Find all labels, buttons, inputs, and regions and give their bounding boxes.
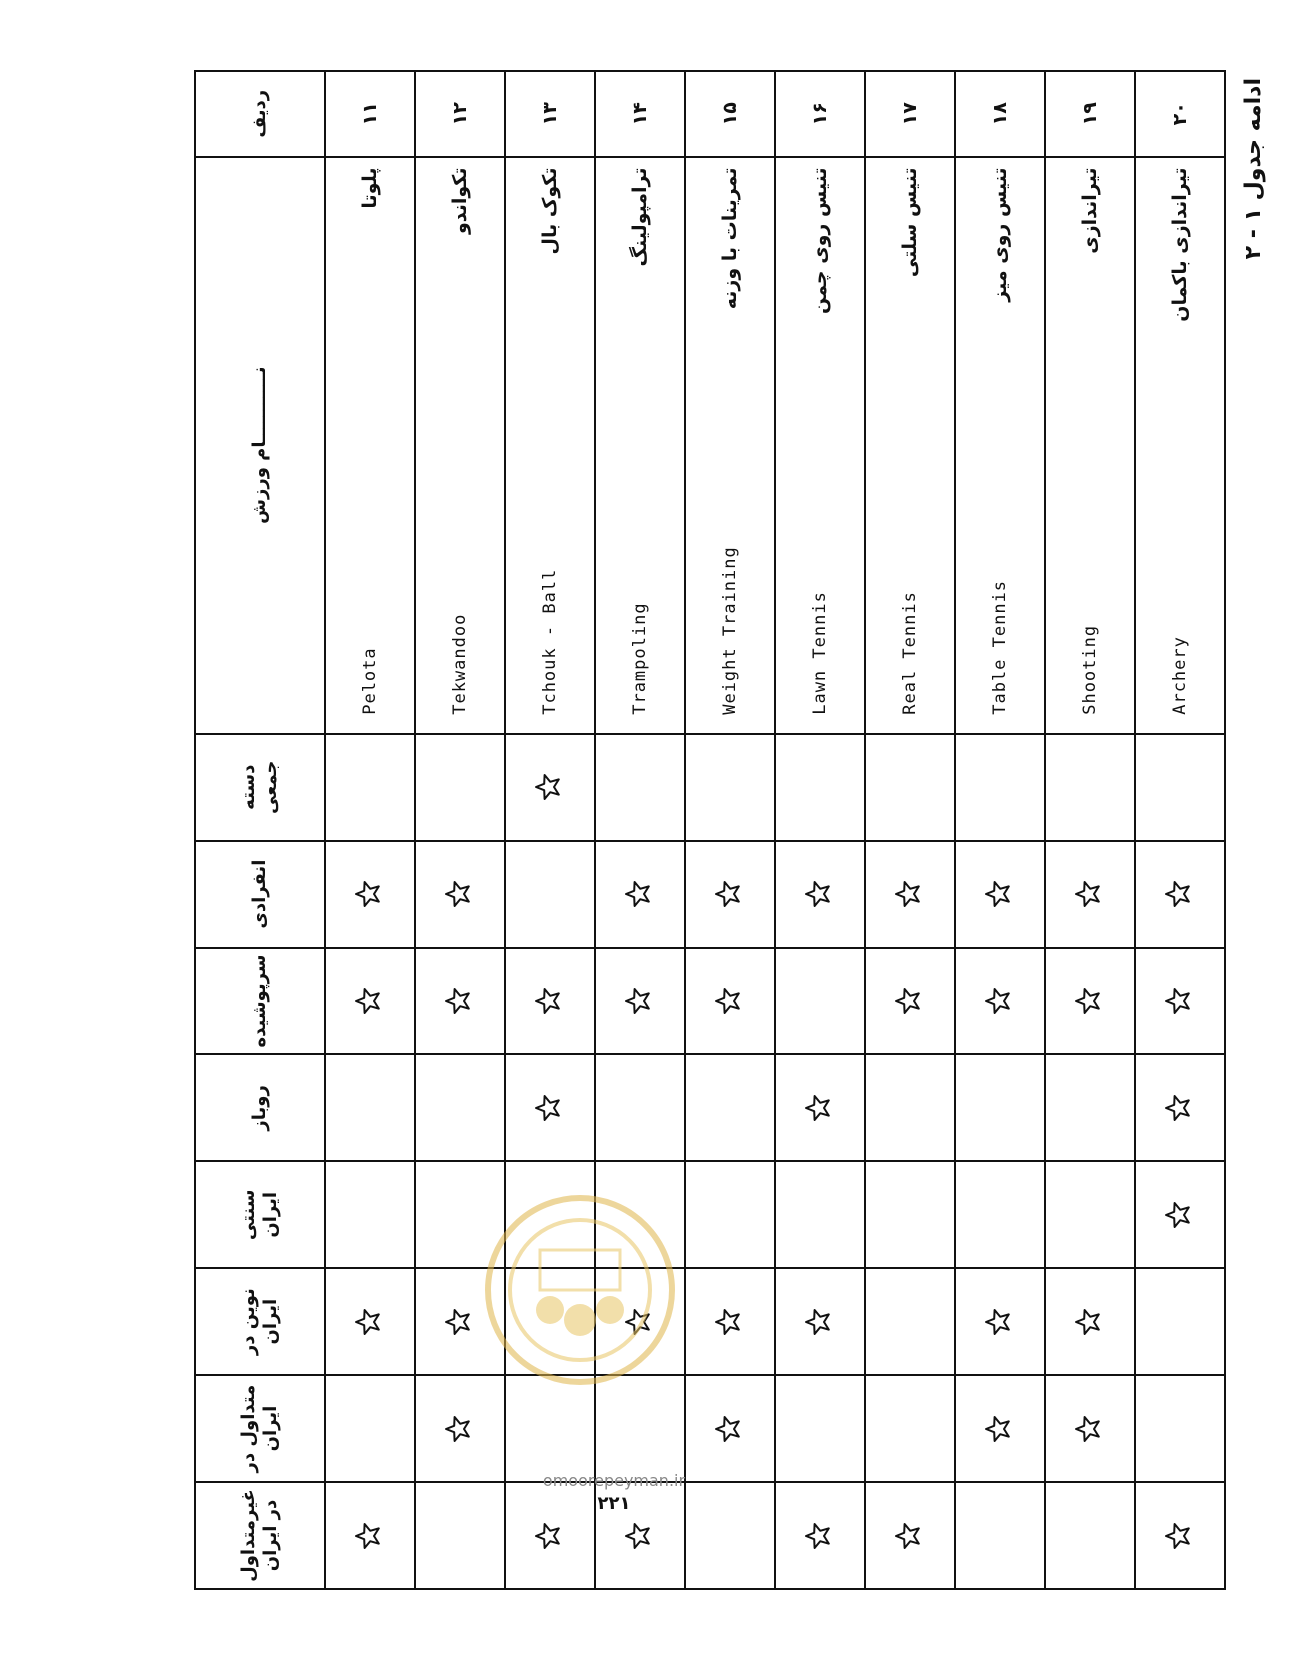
sport-name-fa: تیراندازی باکمان	[1169, 167, 1191, 322]
cell-team	[775, 734, 865, 841]
cell-traditional	[1045, 1161, 1135, 1268]
star-outline-icon	[713, 879, 743, 909]
star-outline-icon	[1163, 1093, 1193, 1123]
star-outline-icon	[1163, 1521, 1193, 1551]
cell-common	[685, 1375, 775, 1482]
watermark-seal	[480, 1190, 680, 1390]
cell-indoor	[955, 948, 1045, 1055]
rotated-page	[194, 70, 1314, 1590]
sport-name-cell	[595, 157, 685, 734]
cell-modern	[325, 1268, 415, 1375]
cell-outdoor	[955, 1054, 1045, 1161]
sport-name-cell	[1045, 157, 1135, 734]
star-outline-icon	[533, 772, 563, 802]
star-outline-icon	[1163, 1200, 1193, 1230]
cell-indoor	[1045, 948, 1135, 1055]
star-outline-icon	[1163, 879, 1193, 909]
star-outline-icon	[983, 879, 1013, 909]
star-outline-icon	[443, 986, 473, 1016]
sport-name-fa: تنیس روی میز	[989, 167, 1011, 302]
row-index: ۱۶	[775, 71, 865, 157]
cell-traditional	[775, 1161, 865, 1268]
cell-outdoor	[1135, 1054, 1225, 1161]
sport-name-cell	[865, 157, 955, 734]
cell-modern	[775, 1268, 865, 1375]
sports-table	[194, 70, 1226, 1590]
star-outline-icon	[1073, 1414, 1103, 1444]
header-team: دسته جمعی	[195, 734, 325, 841]
cell-common	[775, 1375, 865, 1482]
cell-traditional	[955, 1161, 1045, 1268]
sport-name-en: Real Tennis	[900, 591, 920, 715]
cell-outdoor	[415, 1054, 505, 1161]
cell-individual	[505, 841, 595, 948]
cell-individual	[325, 841, 415, 948]
cell-indoor	[415, 948, 505, 1055]
cell-individual	[955, 841, 1045, 948]
star-outline-icon	[803, 879, 833, 909]
sport-name-cell	[1135, 157, 1225, 734]
table-row	[955, 71, 1045, 1589]
header-uncommon: غیرمتداول در ایران	[195, 1482, 325, 1589]
cell-outdoor	[865, 1054, 955, 1161]
row-index: ۱۳	[505, 71, 595, 157]
star-outline-icon	[893, 986, 923, 1016]
cell-outdoor	[775, 1054, 865, 1161]
cell-common	[505, 1375, 595, 1482]
cell-individual	[865, 841, 955, 948]
star-outline-icon	[893, 879, 923, 909]
star-outline-icon	[1073, 1307, 1103, 1337]
header-row	[195, 71, 325, 1589]
cell-traditional	[325, 1161, 415, 1268]
table-row	[325, 71, 415, 1589]
header-individual: انفرادی	[195, 841, 325, 948]
cell-common	[415, 1375, 505, 1482]
row-index: ۱۷	[865, 71, 955, 157]
header-indoor: سرپوشیده	[195, 948, 325, 1055]
table-row	[685, 71, 775, 1589]
cell-indoor	[595, 948, 685, 1055]
cell-modern	[865, 1268, 955, 1375]
cell-indoor	[505, 948, 595, 1055]
cell-common	[1045, 1375, 1135, 1482]
site-watermark: omoorepeyman.ir	[542, 1471, 686, 1490]
table-row	[1135, 71, 1225, 1589]
cell-common	[865, 1375, 955, 1482]
cell-team	[505, 734, 595, 841]
table-caption: ادامه جدول ۱ - ۲	[1241, 78, 1266, 260]
sport-name-cell	[325, 157, 415, 734]
star-outline-icon	[353, 879, 383, 909]
row-index: ۱۲	[415, 71, 505, 157]
sport-name-en: Shooting	[1080, 624, 1100, 715]
header-modern: نوین در ایران	[195, 1268, 325, 1375]
header-traditional: سنتی ایران	[195, 1161, 325, 1268]
page-footer	[0, 1470, 1228, 1516]
sport-name-fa: تکواندو	[449, 167, 471, 235]
star-outline-icon	[533, 986, 563, 1016]
sport-name-fa: پلوتا	[359, 167, 381, 209]
sport-name-en: Pelota	[360, 647, 380, 715]
cell-modern	[1045, 1268, 1135, 1375]
row-index: ۲۰	[1135, 71, 1225, 157]
star-outline-icon	[803, 1093, 833, 1123]
header-outdoor: روباز	[195, 1054, 325, 1161]
sport-name-en: Archery	[1170, 636, 1190, 715]
star-outline-icon	[443, 879, 473, 909]
star-outline-icon	[1073, 986, 1103, 1016]
star-outline-icon	[803, 1307, 833, 1337]
cell-common	[1135, 1375, 1225, 1482]
cell-traditional	[685, 1161, 775, 1268]
sport-name-en: Tchouk - Ball	[540, 568, 560, 715]
star-outline-icon	[983, 1307, 1013, 1337]
star-outline-icon	[533, 1521, 563, 1551]
cell-team	[955, 734, 1045, 841]
cell-modern	[685, 1268, 775, 1375]
row-index: ۱۸	[955, 71, 1045, 157]
cell-individual	[685, 841, 775, 948]
star-outline-icon	[623, 1521, 653, 1551]
table-row	[1045, 71, 1135, 1589]
sport-name-en: Table Tennis	[990, 579, 1010, 715]
star-outline-icon	[353, 986, 383, 1016]
cell-modern	[1135, 1268, 1225, 1375]
sport-name-fa: تمرینات با وزنه	[719, 167, 741, 310]
cell-team	[865, 734, 955, 841]
star-outline-icon	[1163, 986, 1193, 1016]
sport-name-en: Tekwandoo	[450, 613, 470, 715]
cell-individual	[595, 841, 685, 948]
cell-indoor	[1135, 948, 1225, 1055]
cell-traditional	[1135, 1161, 1225, 1268]
sport-name-cell	[685, 157, 775, 734]
cell-common	[325, 1375, 415, 1482]
cell-team	[1045, 734, 1135, 841]
star-outline-icon	[353, 1521, 383, 1551]
sport-name-cell	[505, 157, 595, 734]
cell-team	[325, 734, 415, 841]
star-outline-icon	[893, 1521, 923, 1551]
cell-individual	[775, 841, 865, 948]
row-index: ۱۵	[685, 71, 775, 157]
cell-common	[595, 1375, 685, 1482]
cell-common	[955, 1375, 1045, 1482]
sport-name-fa: تنیس روی چمن	[809, 167, 831, 314]
cell-indoor	[325, 948, 415, 1055]
cell-team	[685, 734, 775, 841]
star-outline-icon	[803, 1521, 833, 1551]
star-outline-icon	[713, 1414, 743, 1444]
cell-outdoor	[595, 1054, 685, 1161]
sport-name-en: Trampoling	[630, 602, 650, 715]
page-number: ۲۲۱	[597, 1493, 631, 1514]
star-outline-icon	[353, 1307, 383, 1337]
sport-name-fa: تکوک بال	[539, 167, 561, 255]
cell-modern	[955, 1268, 1045, 1375]
cell-traditional	[865, 1161, 955, 1268]
cell-indoor	[775, 948, 865, 1055]
sport-name-cell	[955, 157, 1045, 734]
cell-indoor	[685, 948, 775, 1055]
table-row	[865, 71, 955, 1589]
star-outline-icon	[623, 879, 653, 909]
sport-name-cell	[775, 157, 865, 734]
header-common: متداول در ایران	[195, 1375, 325, 1482]
cell-outdoor	[505, 1054, 595, 1161]
cell-team	[415, 734, 505, 841]
cell-team	[1135, 734, 1225, 841]
cell-individual	[1045, 841, 1135, 948]
star-outline-icon	[1073, 879, 1103, 909]
star-outline-icon	[983, 1414, 1013, 1444]
star-outline-icon	[443, 1307, 473, 1337]
row-index: ۱۹	[1045, 71, 1135, 157]
cell-outdoor	[325, 1054, 415, 1161]
sport-name-cell	[415, 157, 505, 734]
row-index: ۱۴	[595, 71, 685, 157]
sport-name-fa: تنیس سلتی	[899, 167, 921, 278]
sport-name-en: Lawn Tennis	[810, 591, 830, 715]
cell-individual	[415, 841, 505, 948]
table-row	[775, 71, 865, 1589]
star-outline-icon	[713, 1307, 743, 1337]
cell-team	[595, 734, 685, 841]
cell-individual	[1135, 841, 1225, 948]
cell-indoor	[865, 948, 955, 1055]
header-name: نـــــــــــام ورزش	[195, 157, 325, 734]
star-outline-icon	[443, 1414, 473, 1444]
row-index: ۱۱	[325, 71, 415, 157]
cell-outdoor	[1045, 1054, 1135, 1161]
star-outline-icon	[533, 1093, 563, 1123]
star-outline-icon	[623, 986, 653, 1016]
cell-outdoor	[685, 1054, 775, 1161]
star-outline-icon	[983, 986, 1013, 1016]
sport-name-fa: تیراندازی	[1079, 167, 1101, 254]
header-index: ردیف	[195, 71, 325, 157]
star-outline-icon	[713, 986, 743, 1016]
sport-name-fa: ترامپولینگ	[629, 167, 651, 267]
sport-name-en: Weight Training	[720, 546, 740, 715]
